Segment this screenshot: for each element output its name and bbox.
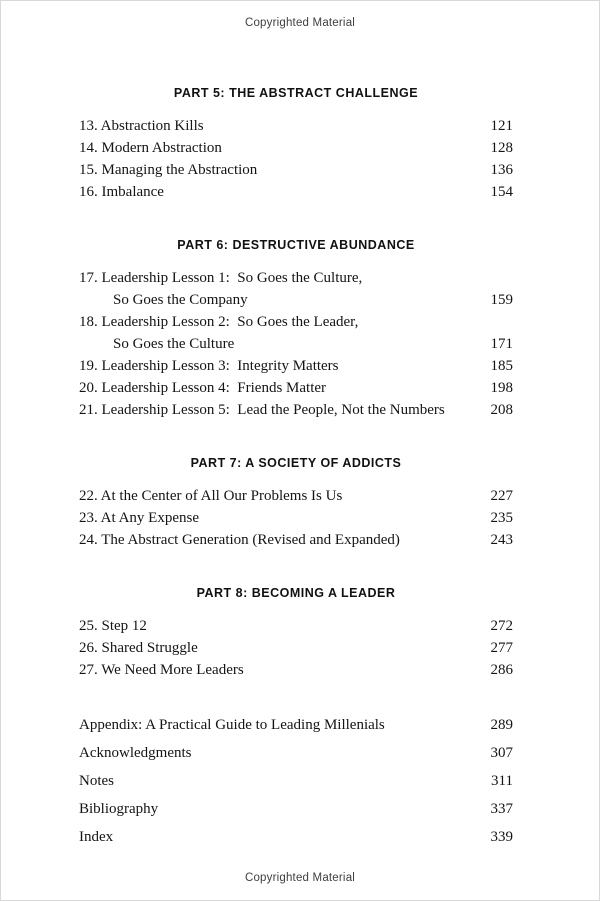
toc-entry-title: 27. We Need More Leaders [79,662,244,678]
toc-entry-title: 14. Modern Abstraction [79,140,222,156]
toc-entry [79,767,513,795]
toc-entry-page: 185 [490,358,513,374]
toc-entry-page: 208 [490,402,513,418]
toc-entry [79,137,513,159]
toc-entry [79,289,513,311]
toc-entry-page: 128 [490,140,513,156]
toc-entry-page: 311 [491,773,513,789]
toc-entry-page: 235 [490,510,513,526]
part-heading: PART 8: BECOMING A LEADER [196,586,396,600]
part-entry-list [79,615,513,681]
part-heading: PART 7: A SOCIETY OF ADDICTS [190,456,402,470]
toc-entry [79,267,513,289]
toc-entry-title: 21. Leadership Lesson 5: Lead the People, Not the Numbers [79,402,445,418]
copyright-notice-bottom: Copyrighted Material [244,872,356,884]
toc-entry-title: 16. Imbalance [79,184,164,200]
toc-entry-page: 277 [490,640,513,656]
toc-entry-title: Appendix: A Practical Guide to Leading Millenials [79,717,385,733]
toc-entry-title: 22. At the Center of All Our Problems Is Us [79,488,343,504]
toc-entry [79,711,513,739]
toc-entry-title: Bibliography [79,801,159,817]
toc-entry-page: 154 [490,184,513,200]
toc-entry-title: 17. Leadership Lesson 1: So Goes the Culture, [79,270,363,286]
part-entry-list [79,115,513,203]
back-matter-list [79,711,513,851]
part-heading: PART 5: THE ABSTRACT CHALLENGE [173,86,419,100]
toc-entry [79,311,513,333]
toc-entry-title: 15. Managing the Abstraction [79,162,258,178]
toc-entry-title: 20. Leadership Lesson 4: Friends Matter [79,380,327,396]
toc-entry-title: 18. Leadership Lesson 2: So Goes the Leader, [79,314,359,330]
toc-entry [79,181,513,203]
toc-entry-page: 198 [490,380,513,396]
toc-entry-page: 121 [490,118,513,134]
toc-entry [79,659,513,681]
part-heading: PART 6: DESTRUCTIVE ABUNDANCE [177,238,415,252]
toc-entry [79,115,513,137]
toc-entry [79,615,513,637]
part-entry-list [79,267,513,421]
toc-entry [79,739,513,767]
toc-entry [79,377,513,399]
toc-entry [79,507,513,529]
copyright-notice-top: Copyrighted Material [244,17,356,29]
toc-entry-page: 159 [490,292,513,308]
toc-entry [79,529,513,551]
toc-entry [79,485,513,507]
toc-entry-page: 272 [490,618,513,634]
toc-entry [79,399,513,421]
toc-entry-title: So Goes the Company [113,292,248,308]
toc-entry-page: 227 [490,488,513,504]
table-of-contents [79,31,513,851]
toc-entry [79,823,513,851]
toc-entry-page: 136 [490,162,513,178]
toc-entry-title: 25. Step 12 [79,618,147,634]
toc-entry-title: 24. The Abstract Generation (Revised and Expanded) [79,532,400,548]
toc-entry-page: 289 [490,717,513,733]
toc-entry-page: 286 [490,662,513,678]
toc-entry-page: 339 [490,829,513,845]
toc-entry-title: 13. Abstraction Kills [79,118,204,134]
toc-entry-title: Acknowledgments [79,745,192,761]
toc-entry-title: Index [79,829,114,845]
toc-entry [79,637,513,659]
toc-entry-title: 26. Shared Struggle [79,640,198,656]
toc-entry-title: So Goes the Culture [113,336,235,352]
toc-entry-page: 171 [490,336,513,352]
toc-entry-page: 307 [490,745,513,761]
toc-entry-title: 19. Leadership Lesson 3: Integrity Matters [79,358,339,374]
toc-entry-page: 337 [490,801,513,817]
toc-entry [79,355,513,377]
toc-entry [79,795,513,823]
toc-entry-title: Notes [79,773,114,789]
toc-entry [79,333,513,355]
part-entry-list [79,485,513,551]
toc-entry-page: 243 [490,532,513,548]
toc-entry-title: 23. At Any Expense [79,510,199,526]
toc-entry [79,159,513,181]
